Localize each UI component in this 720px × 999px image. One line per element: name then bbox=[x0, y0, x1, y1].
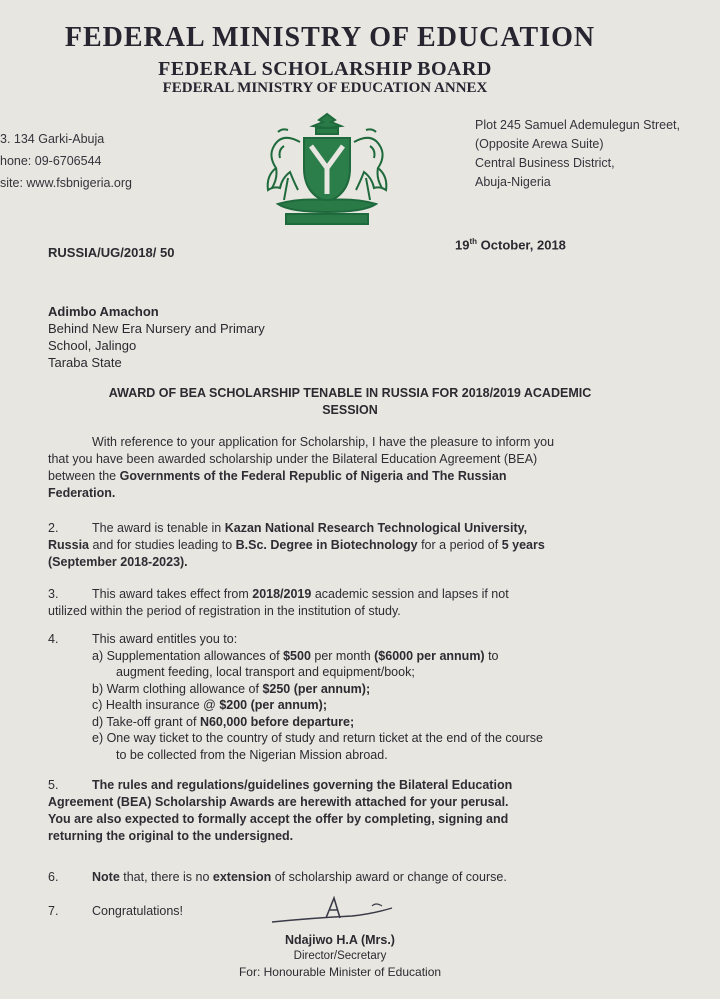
signatory-for: For: Honourable Minister of Education bbox=[238, 965, 442, 979]
para2-text: and for studies leading to bbox=[89, 538, 236, 552]
website-line: site: www.fsbnigeria.org bbox=[0, 176, 133, 190]
entitlement-item bbox=[92, 714, 543, 731]
para5-line: Agreement (BEA) Scholarship Awards are herewith attached for your perusal. bbox=[48, 795, 509, 809]
entitlement-item-cont: to be collected from the Nigerian Mission abroad. bbox=[116, 747, 388, 762]
paragraph-2 bbox=[48, 520, 545, 571]
item-text: to bbox=[484, 648, 499, 663]
district-line: Central Business District, bbox=[475, 156, 615, 170]
phone-line: hone: 09-6706544 bbox=[0, 154, 102, 168]
item-text: a) Supplementation allowances of bbox=[92, 648, 284, 663]
para1-line: With reference to your application for Scholarship, I have the pleasure to inform you bbox=[92, 435, 555, 449]
city-line: Abuja-Nigeria bbox=[475, 175, 551, 189]
duration: 5 years bbox=[501, 538, 545, 552]
para6-text: of scholarship award or change of course. bbox=[271, 870, 507, 884]
university-name: Kazan National Research Technological University, bbox=[224, 521, 528, 535]
date-rest: October, 2018 bbox=[477, 237, 566, 253]
para3-number: 3. bbox=[48, 587, 59, 601]
para1-text: between the bbox=[48, 469, 120, 483]
subject-heading bbox=[40, 385, 660, 419]
entitlement-item bbox=[92, 697, 543, 714]
item-amount: $500 bbox=[283, 648, 311, 663]
para6-number: 6. bbox=[48, 870, 59, 884]
ministry-title: FEDERAL MINISTRY OF EDUCATION bbox=[64, 22, 596, 53]
contact-right bbox=[475, 116, 680, 192]
para1-line: Federation. bbox=[48, 486, 116, 500]
para2-number: 2. bbox=[48, 521, 59, 535]
para3-line: utilized within the period of registration in the institution of study. bbox=[48, 604, 401, 618]
item-amount: ($6000 per annum) bbox=[374, 648, 485, 663]
paragraph-6 bbox=[48, 869, 507, 886]
coat-of-arms-emblem bbox=[248, 106, 406, 232]
item-text: per month bbox=[310, 648, 375, 663]
item-text: d) Take-off grant of bbox=[92, 714, 200, 729]
paragraph-5 bbox=[48, 777, 512, 845]
para6-bold: Note bbox=[92, 870, 120, 884]
address-line: 3. 134 Garki-Abuja bbox=[0, 132, 105, 146]
subject-line: AWARD OF BEA SCHOLARSHIP TENABLE IN RUSSIA FOR 2018/2019 ACADEMIC bbox=[108, 386, 592, 400]
para5-line: returning the original to the undersigned. bbox=[48, 829, 294, 843]
signatory-name: Ndajiwo H.A (Mrs.) bbox=[285, 933, 395, 947]
para3-text: academic session and lapses if not bbox=[311, 587, 509, 601]
date-suffix: th bbox=[469, 237, 478, 246]
para4-intro: This award entitles you to: bbox=[92, 632, 238, 646]
item-text: c) Health insurance @ bbox=[92, 698, 220, 712]
handwritten-signature bbox=[268, 892, 398, 928]
para3-text: This award takes effect from bbox=[92, 587, 253, 601]
para5-text: The rules and regulations/guidelines governing the Bilateral Education bbox=[92, 778, 513, 792]
para4-line bbox=[48, 631, 543, 648]
entitlement-item: e) One way ticket to the country of study and return ticket at the end of the course bbox=[92, 731, 543, 745]
para5-number: 5. bbox=[48, 778, 59, 792]
para7-number: 7. bbox=[48, 904, 59, 918]
congratulations-text: Congratulations! bbox=[92, 904, 184, 918]
entitlement-item-cont: augment feeding, local transport and equipment/book; bbox=[116, 665, 415, 679]
recipient-address-line: Behind New Era Nursery and Primary bbox=[48, 321, 265, 336]
para5-line: You are also expected to formally accept the offer by completing, signing and bbox=[48, 812, 509, 826]
entitlement-item bbox=[92, 648, 543, 665]
para1-line bbox=[48, 468, 554, 485]
para2-line bbox=[48, 520, 545, 537]
paragraph-1 bbox=[48, 434, 554, 502]
para2-text: for a period of bbox=[417, 538, 502, 552]
para3-line bbox=[48, 586, 509, 603]
paragraph-3 bbox=[48, 586, 509, 620]
paragraph-7 bbox=[48, 903, 183, 920]
paragraph-4 bbox=[48, 631, 543, 763]
country-name: Russia bbox=[48, 538, 89, 552]
entitlement-item bbox=[92, 681, 543, 698]
para4-number: 4. bbox=[48, 632, 59, 646]
item-amount: $200 (per annum); bbox=[219, 698, 327, 712]
item-amount: $250 (per annum); bbox=[262, 681, 371, 696]
para6-bold: extension bbox=[212, 870, 272, 884]
recipient-address-line: School, Jalingo bbox=[48, 338, 137, 353]
annex-title: FEDERAL MINISTRY OF EDUCATION ANNEX bbox=[162, 80, 488, 96]
para1-line: that you have been awarded scholarship under the Bilateral Education Agreement (BEA) bbox=[48, 452, 538, 466]
para1-bold: Governments of the Federal Republic of Nigeria and The Russian bbox=[119, 469, 507, 483]
para2-text: The award is tenable in bbox=[92, 521, 225, 535]
entitlement-list bbox=[48, 648, 543, 764]
para6-text: that, there is no bbox=[119, 870, 213, 884]
letter-date bbox=[455, 237, 566, 252]
signature-block bbox=[220, 932, 460, 980]
recipient-block bbox=[48, 303, 265, 371]
item-amount: N60,000 before departure; bbox=[199, 714, 355, 729]
contact-left bbox=[0, 128, 132, 194]
reference-number: RUSSIA/UG/2018/ 50 bbox=[48, 245, 175, 260]
subject-line: SESSION bbox=[322, 403, 378, 417]
para5-line bbox=[48, 777, 512, 794]
session-year: 2018/2019 bbox=[252, 587, 312, 601]
date-day: 19 bbox=[455, 237, 470, 253]
board-title: FEDERAL SCHOLARSHIP BOARD bbox=[158, 58, 492, 80]
landmark-line: (Opposite Arewa Suite) bbox=[475, 137, 604, 151]
item-text: b) Warm clothing allowance of bbox=[92, 681, 263, 696]
signatory-title: Director/Secretary bbox=[293, 950, 387, 962]
degree-name: B.Sc. Degree in Biotechnology bbox=[235, 538, 418, 552]
recipient-address-line: Taraba State bbox=[48, 355, 122, 370]
para2-line bbox=[48, 537, 545, 554]
street-line: Plot 245 Samuel Ademulegun Street, bbox=[475, 118, 680, 132]
recipient-name: Adimbo Amachon bbox=[48, 304, 159, 319]
para2-line: (September 2018-2023). bbox=[48, 555, 188, 569]
